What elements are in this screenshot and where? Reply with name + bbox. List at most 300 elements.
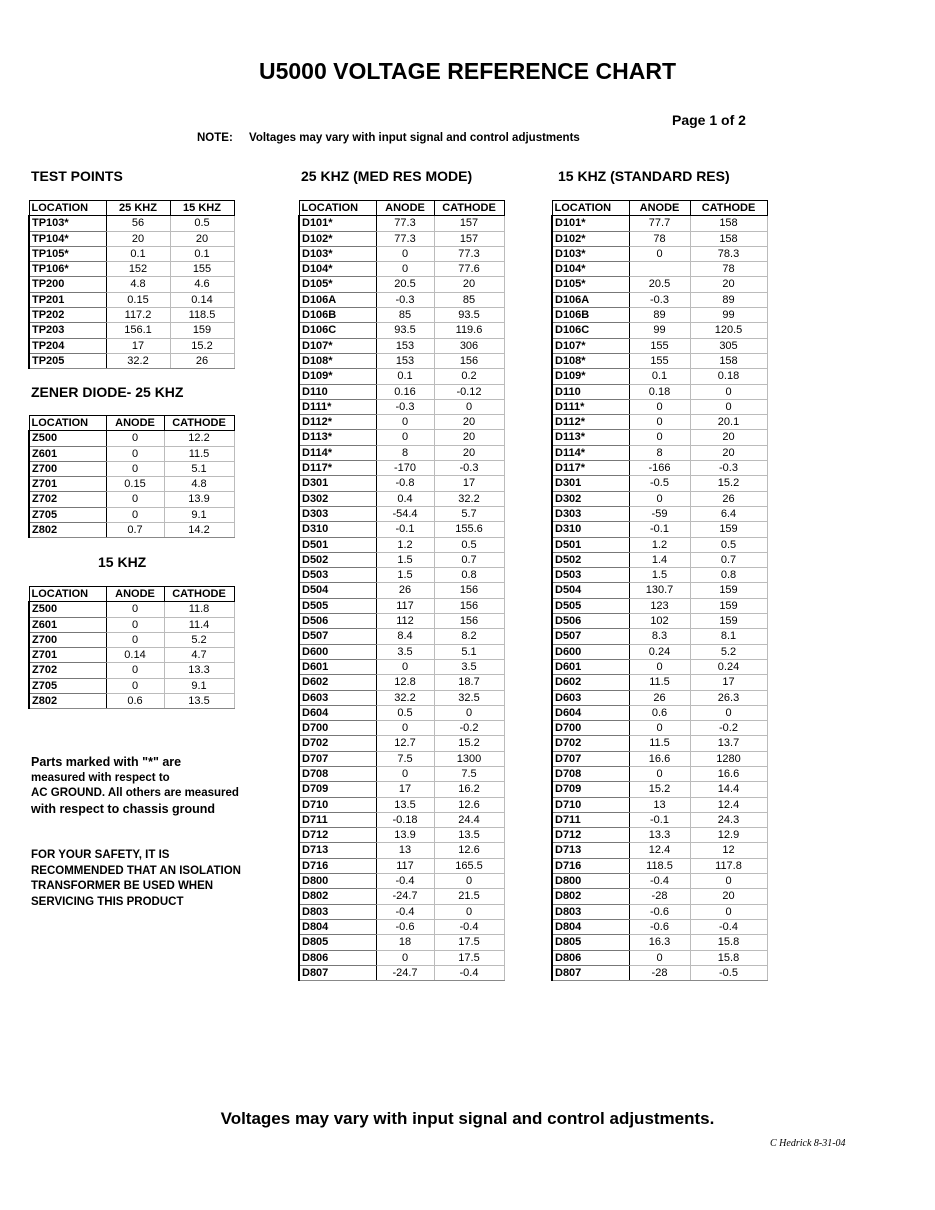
location-cell: D802 bbox=[552, 889, 629, 904]
value-cell: 13.3 bbox=[629, 828, 690, 843]
value-cell: 0 bbox=[106, 678, 164, 693]
value-cell: 85 bbox=[376, 308, 434, 323]
value-cell: 0.1 bbox=[629, 369, 690, 384]
value-cell: 16.6 bbox=[629, 751, 690, 766]
table-row bbox=[552, 338, 767, 353]
value-cell: -0.3 bbox=[376, 292, 434, 307]
value-cell: -170 bbox=[376, 461, 434, 476]
location-cell: D104* bbox=[552, 262, 629, 277]
value-cell: 1280 bbox=[690, 751, 767, 766]
location-cell: TP205 bbox=[29, 353, 106, 368]
table-row bbox=[299, 751, 504, 766]
value-cell: 7.5 bbox=[376, 751, 434, 766]
table-row bbox=[299, 537, 504, 552]
value-cell: 13.3 bbox=[164, 663, 234, 678]
table-row bbox=[552, 537, 767, 552]
value-cell: -0.2 bbox=[434, 721, 504, 736]
location-cell: D107* bbox=[552, 338, 629, 353]
std-res-table bbox=[551, 200, 768, 981]
table-row bbox=[552, 399, 767, 414]
value-cell: 12.6 bbox=[434, 797, 504, 812]
location-cell: D112* bbox=[299, 415, 376, 430]
value-cell: -0.5 bbox=[690, 965, 767, 980]
value-cell: 99 bbox=[629, 323, 690, 338]
location-cell: D710 bbox=[299, 797, 376, 812]
location-cell: D105* bbox=[299, 277, 376, 292]
value-cell: 158 bbox=[690, 353, 767, 368]
test-points-heading: TEST POINTS bbox=[31, 168, 123, 184]
value-cell: 0.5 bbox=[434, 537, 504, 552]
location-cell: D603 bbox=[299, 690, 376, 705]
table-row bbox=[29, 507, 234, 522]
table-header-row bbox=[29, 201, 234, 216]
table-row bbox=[299, 919, 504, 934]
value-cell: 1.4 bbox=[629, 552, 690, 567]
value-cell: 32.2 bbox=[106, 353, 170, 368]
location-cell: D102* bbox=[299, 231, 376, 246]
table-row bbox=[29, 323, 234, 338]
value-cell: 0.1 bbox=[376, 369, 434, 384]
table-row bbox=[299, 369, 504, 384]
value-cell: 0 bbox=[690, 705, 767, 720]
value-cell: 20.1 bbox=[690, 415, 767, 430]
value-cell: 0.7 bbox=[434, 552, 504, 567]
value-cell: -0.6 bbox=[629, 919, 690, 934]
value-cell: -0.1 bbox=[629, 522, 690, 537]
value-cell: 17 bbox=[690, 675, 767, 690]
value-cell: 20 bbox=[690, 889, 767, 904]
location-cell: D711 bbox=[552, 812, 629, 827]
value-cell: 13.5 bbox=[376, 797, 434, 812]
table-row bbox=[552, 583, 767, 598]
table-row bbox=[552, 919, 767, 934]
test-points-table bbox=[28, 200, 235, 369]
value-cell: 5.7 bbox=[434, 506, 504, 521]
location-cell: D504 bbox=[299, 583, 376, 598]
location-cell: D802 bbox=[299, 889, 376, 904]
value-cell: 0.14 bbox=[106, 648, 164, 663]
column-header: 25 KHZ bbox=[106, 201, 170, 216]
safety-note-line: SERVICING THIS PRODUCT bbox=[31, 895, 184, 908]
value-cell: 159 bbox=[690, 522, 767, 537]
location-cell: D713 bbox=[552, 843, 629, 858]
location-cell: D302 bbox=[299, 491, 376, 506]
value-cell: 0 bbox=[629, 246, 690, 261]
zener-25khz-table bbox=[28, 415, 235, 538]
table-row bbox=[299, 675, 504, 690]
table-row bbox=[552, 277, 767, 292]
table-row bbox=[29, 231, 234, 246]
table-row bbox=[299, 721, 504, 736]
value-cell: 26 bbox=[170, 353, 234, 368]
value-cell: 13.9 bbox=[376, 828, 434, 843]
value-cell: 15.2 bbox=[690, 476, 767, 491]
table-row bbox=[552, 721, 767, 736]
table-row bbox=[299, 445, 504, 460]
table-row bbox=[299, 506, 504, 521]
value-cell: -0.6 bbox=[629, 904, 690, 919]
zener-15khz-heading: 15 KHZ bbox=[98, 554, 147, 570]
location-cell: D716 bbox=[299, 858, 376, 873]
location-cell: D106A bbox=[552, 292, 629, 307]
table-row bbox=[552, 461, 767, 476]
safety-note-line: RECOMMENDED THAT AN ISOLATION bbox=[31, 864, 241, 877]
value-cell: 0 bbox=[629, 415, 690, 430]
table-row bbox=[552, 751, 767, 766]
value-cell: 155 bbox=[629, 338, 690, 353]
column-header: LOCATION bbox=[29, 416, 106, 431]
value-cell: 1.2 bbox=[376, 537, 434, 552]
value-cell: 5.1 bbox=[434, 644, 504, 659]
value-cell: 123 bbox=[629, 598, 690, 613]
column-header: ANODE bbox=[106, 416, 164, 431]
location-cell: D716 bbox=[552, 858, 629, 873]
value-cell: 119.6 bbox=[434, 323, 504, 338]
value-cell: 0 bbox=[106, 663, 164, 678]
value-cell: -0.4 bbox=[629, 874, 690, 889]
value-cell: 156 bbox=[434, 614, 504, 629]
table-row bbox=[29, 694, 234, 709]
location-cell: Z705 bbox=[29, 507, 106, 522]
value-cell: 6.4 bbox=[690, 506, 767, 521]
value-cell: 0.8 bbox=[434, 568, 504, 583]
value-cell: 17 bbox=[434, 476, 504, 491]
table-row bbox=[299, 736, 504, 751]
value-cell: 20.5 bbox=[629, 277, 690, 292]
table-row bbox=[299, 782, 504, 797]
table-row bbox=[299, 292, 504, 307]
location-cell: D604 bbox=[552, 705, 629, 720]
value-cell: 155.6 bbox=[434, 522, 504, 537]
value-cell: -0.8 bbox=[376, 476, 434, 491]
table-row bbox=[299, 614, 504, 629]
table-row bbox=[552, 812, 767, 827]
value-cell: 4.8 bbox=[164, 477, 234, 492]
location-cell: D709 bbox=[552, 782, 629, 797]
value-cell: 156 bbox=[434, 353, 504, 368]
value-cell: 8.1 bbox=[690, 629, 767, 644]
value-cell: 0 bbox=[106, 632, 164, 647]
value-cell: 32.2 bbox=[434, 491, 504, 506]
value-cell: -0.4 bbox=[434, 965, 504, 980]
location-cell: D101* bbox=[552, 216, 629, 231]
value-cell: 0 bbox=[376, 415, 434, 430]
location-cell: D708 bbox=[299, 766, 376, 781]
column-header: LOCATION bbox=[29, 201, 106, 216]
value-cell: 17 bbox=[376, 782, 434, 797]
value-cell: 117 bbox=[376, 858, 434, 873]
value-cell: 157 bbox=[434, 216, 504, 231]
location-cell: TP202 bbox=[29, 308, 106, 323]
value-cell: 120.5 bbox=[690, 323, 767, 338]
location-cell: D102* bbox=[552, 231, 629, 246]
value-cell: 13.9 bbox=[164, 492, 234, 507]
value-cell: 32.5 bbox=[434, 690, 504, 705]
value-cell: 20 bbox=[434, 430, 504, 445]
value-cell: 0 bbox=[629, 659, 690, 674]
location-cell: D805 bbox=[552, 935, 629, 950]
location-cell: D603 bbox=[552, 690, 629, 705]
table-row bbox=[29, 216, 234, 231]
location-cell: D507 bbox=[299, 629, 376, 644]
value-cell: -0.1 bbox=[629, 812, 690, 827]
value-cell: -24.7 bbox=[376, 889, 434, 904]
value-cell: 0 bbox=[629, 399, 690, 414]
table-row bbox=[299, 522, 504, 537]
location-cell: D807 bbox=[299, 965, 376, 980]
signature: C Hedrick 8-31-04 bbox=[770, 1138, 846, 1149]
table-row bbox=[552, 369, 767, 384]
location-cell: D310 bbox=[299, 522, 376, 537]
value-cell: 130.7 bbox=[629, 583, 690, 598]
value-cell: 4.7 bbox=[164, 648, 234, 663]
location-cell: D702 bbox=[299, 736, 376, 751]
value-cell: -0.3 bbox=[629, 292, 690, 307]
location-cell: D804 bbox=[552, 919, 629, 934]
table-row bbox=[552, 935, 767, 950]
value-cell: -0.4 bbox=[434, 919, 504, 934]
location-cell: Z702 bbox=[29, 492, 106, 507]
value-cell: 8 bbox=[629, 445, 690, 460]
note-label: NOTE: bbox=[197, 132, 233, 144]
value-cell: 18 bbox=[376, 935, 434, 950]
value-cell: -28 bbox=[629, 965, 690, 980]
location-cell: D114* bbox=[299, 445, 376, 460]
value-cell: 1300 bbox=[434, 751, 504, 766]
location-cell: D106B bbox=[552, 308, 629, 323]
table-row bbox=[299, 262, 504, 277]
table-row bbox=[299, 231, 504, 246]
table-row bbox=[299, 858, 504, 873]
table-row bbox=[29, 461, 234, 476]
table-row bbox=[552, 705, 767, 720]
table-row bbox=[552, 384, 767, 399]
value-cell: 0.6 bbox=[106, 694, 164, 709]
table-row bbox=[552, 782, 767, 797]
value-cell: 0.5 bbox=[690, 537, 767, 552]
value-cell: -0.5 bbox=[629, 476, 690, 491]
location-cell: D310 bbox=[552, 522, 629, 537]
value-cell: 12.9 bbox=[690, 828, 767, 843]
value-cell: 26 bbox=[629, 690, 690, 705]
value-cell: 0 bbox=[434, 399, 504, 414]
value-cell: 16.3 bbox=[629, 935, 690, 950]
value-cell: 155 bbox=[170, 262, 234, 277]
value-cell: 15.8 bbox=[690, 935, 767, 950]
location-cell: D104* bbox=[299, 262, 376, 277]
table-row bbox=[29, 602, 234, 617]
location-cell: Z601 bbox=[29, 446, 106, 461]
value-cell: 85 bbox=[434, 292, 504, 307]
value-cell: 0 bbox=[106, 492, 164, 507]
location-cell: D114* bbox=[552, 445, 629, 460]
table-row bbox=[552, 659, 767, 674]
value-cell: 0.8 bbox=[690, 568, 767, 583]
location-cell: Z802 bbox=[29, 694, 106, 709]
value-cell: 77.3 bbox=[376, 216, 434, 231]
value-cell: 13 bbox=[629, 797, 690, 812]
location-cell: D301 bbox=[299, 476, 376, 491]
table-row bbox=[552, 858, 767, 873]
table-row bbox=[29, 617, 234, 632]
value-cell: 0 bbox=[106, 461, 164, 476]
table-row bbox=[299, 797, 504, 812]
table-row bbox=[29, 277, 234, 292]
value-cell: 16.6 bbox=[690, 766, 767, 781]
column-header: LOCATION bbox=[29, 587, 106, 602]
location-cell: D109* bbox=[552, 369, 629, 384]
table-row bbox=[552, 644, 767, 659]
value-cell: 306 bbox=[434, 338, 504, 353]
value-cell: 0.2 bbox=[434, 369, 504, 384]
value-cell: 0 bbox=[376, 430, 434, 445]
value-cell: 102 bbox=[629, 614, 690, 629]
table-row bbox=[299, 246, 504, 261]
parts-note bbox=[31, 755, 239, 817]
value-cell: 153 bbox=[376, 338, 434, 353]
table-row bbox=[299, 598, 504, 613]
value-cell: 158 bbox=[690, 216, 767, 231]
value-cell: 15.8 bbox=[690, 950, 767, 965]
table-row bbox=[299, 935, 504, 950]
table-row bbox=[552, 843, 767, 858]
value-cell: -0.12 bbox=[434, 384, 504, 399]
table-row bbox=[299, 705, 504, 720]
value-cell: 305 bbox=[690, 338, 767, 353]
location-cell: D301 bbox=[552, 476, 629, 491]
table-row bbox=[29, 523, 234, 538]
column-header: CATHODE bbox=[164, 587, 234, 602]
location-cell: TP103* bbox=[29, 216, 106, 231]
value-cell: -59 bbox=[629, 506, 690, 521]
location-cell: D604 bbox=[299, 705, 376, 720]
location-cell: D710 bbox=[552, 797, 629, 812]
value-cell: 13.5 bbox=[164, 694, 234, 709]
value-cell: 159 bbox=[690, 583, 767, 598]
value-cell: 12.8 bbox=[376, 675, 434, 690]
value-cell: 20 bbox=[170, 231, 234, 246]
location-cell: D113* bbox=[299, 430, 376, 445]
value-cell: 77.3 bbox=[434, 246, 504, 261]
value-cell: 0 bbox=[106, 446, 164, 461]
table-row bbox=[29, 492, 234, 507]
value-cell: 17.5 bbox=[434, 935, 504, 950]
table-row bbox=[552, 522, 767, 537]
table-row bbox=[299, 965, 504, 980]
zener-25khz-heading: ZENER DIODE- 25 KHZ bbox=[31, 384, 184, 400]
value-cell: -0.3 bbox=[434, 461, 504, 476]
table-row bbox=[29, 308, 234, 323]
value-cell: 9.1 bbox=[164, 678, 234, 693]
location-cell: D503 bbox=[552, 568, 629, 583]
value-cell: 8 bbox=[376, 445, 434, 460]
location-cell: D803 bbox=[552, 904, 629, 919]
table-header-row bbox=[299, 201, 504, 216]
location-cell: D707 bbox=[299, 751, 376, 766]
value-cell: 159 bbox=[170, 323, 234, 338]
location-cell: D113* bbox=[552, 430, 629, 445]
value-cell: 15.2 bbox=[629, 782, 690, 797]
table-row bbox=[29, 338, 234, 353]
value-cell: 0.7 bbox=[690, 552, 767, 567]
table-row bbox=[299, 552, 504, 567]
column-header: LOCATION bbox=[299, 201, 376, 216]
page-title: U5000 VOLTAGE REFERENCE CHART bbox=[258, 58, 677, 84]
value-cell: 24.3 bbox=[690, 812, 767, 827]
table-row bbox=[299, 461, 504, 476]
location-cell: D101* bbox=[299, 216, 376, 231]
value-cell: 93.5 bbox=[376, 323, 434, 338]
table-row bbox=[552, 552, 767, 567]
value-cell: 155 bbox=[629, 353, 690, 368]
value-cell: 158 bbox=[690, 231, 767, 246]
value-cell: 159 bbox=[690, 598, 767, 613]
location-cell: TP204 bbox=[29, 338, 106, 353]
value-cell: 13 bbox=[376, 843, 434, 858]
table-row bbox=[299, 828, 504, 843]
value-cell bbox=[629, 262, 690, 277]
value-cell: 0.18 bbox=[690, 369, 767, 384]
value-cell: 4.6 bbox=[170, 277, 234, 292]
value-cell: 89 bbox=[629, 308, 690, 323]
value-cell: 13.7 bbox=[690, 736, 767, 751]
value-cell: 0.6 bbox=[629, 705, 690, 720]
footer-note: Voltages may vary with input signal and control adjustments. bbox=[220, 1109, 715, 1128]
column-header: ANODE bbox=[106, 587, 164, 602]
value-cell: 117.2 bbox=[106, 308, 170, 323]
table-row bbox=[552, 828, 767, 843]
table-row bbox=[552, 904, 767, 919]
value-cell: 11.5 bbox=[629, 675, 690, 690]
value-cell: 0 bbox=[629, 721, 690, 736]
value-cell: 118.5 bbox=[629, 858, 690, 873]
table-row bbox=[299, 583, 504, 598]
value-cell: 157 bbox=[434, 231, 504, 246]
table-row bbox=[552, 568, 767, 583]
value-cell: 99 bbox=[690, 308, 767, 323]
value-cell: 0 bbox=[106, 431, 164, 446]
value-cell: 3.5 bbox=[376, 644, 434, 659]
location-cell: Z700 bbox=[29, 461, 106, 476]
value-cell: 24.4 bbox=[434, 812, 504, 827]
value-cell: 14.4 bbox=[690, 782, 767, 797]
location-cell: D807 bbox=[552, 965, 629, 980]
value-cell: 156 bbox=[434, 598, 504, 613]
value-cell: 0 bbox=[629, 766, 690, 781]
table-row bbox=[29, 648, 234, 663]
location-cell: D302 bbox=[552, 491, 629, 506]
value-cell: 26 bbox=[690, 491, 767, 506]
table-row bbox=[299, 430, 504, 445]
value-cell: 20 bbox=[434, 277, 504, 292]
table-row bbox=[299, 384, 504, 399]
value-cell: 0 bbox=[690, 874, 767, 889]
value-cell: 0 bbox=[376, 950, 434, 965]
value-cell: 3.5 bbox=[434, 659, 504, 674]
location-cell: D108* bbox=[552, 353, 629, 368]
value-cell: 0.1 bbox=[106, 246, 170, 261]
value-cell: 12 bbox=[690, 843, 767, 858]
table-row bbox=[552, 889, 767, 904]
value-cell: 0 bbox=[629, 950, 690, 965]
location-cell: Z705 bbox=[29, 678, 106, 693]
value-cell: 159 bbox=[690, 614, 767, 629]
value-cell: 17 bbox=[106, 338, 170, 353]
value-cell: 14.2 bbox=[164, 523, 234, 538]
value-cell: 0.15 bbox=[106, 292, 170, 307]
location-cell: D602 bbox=[552, 675, 629, 690]
table-row bbox=[29, 446, 234, 461]
